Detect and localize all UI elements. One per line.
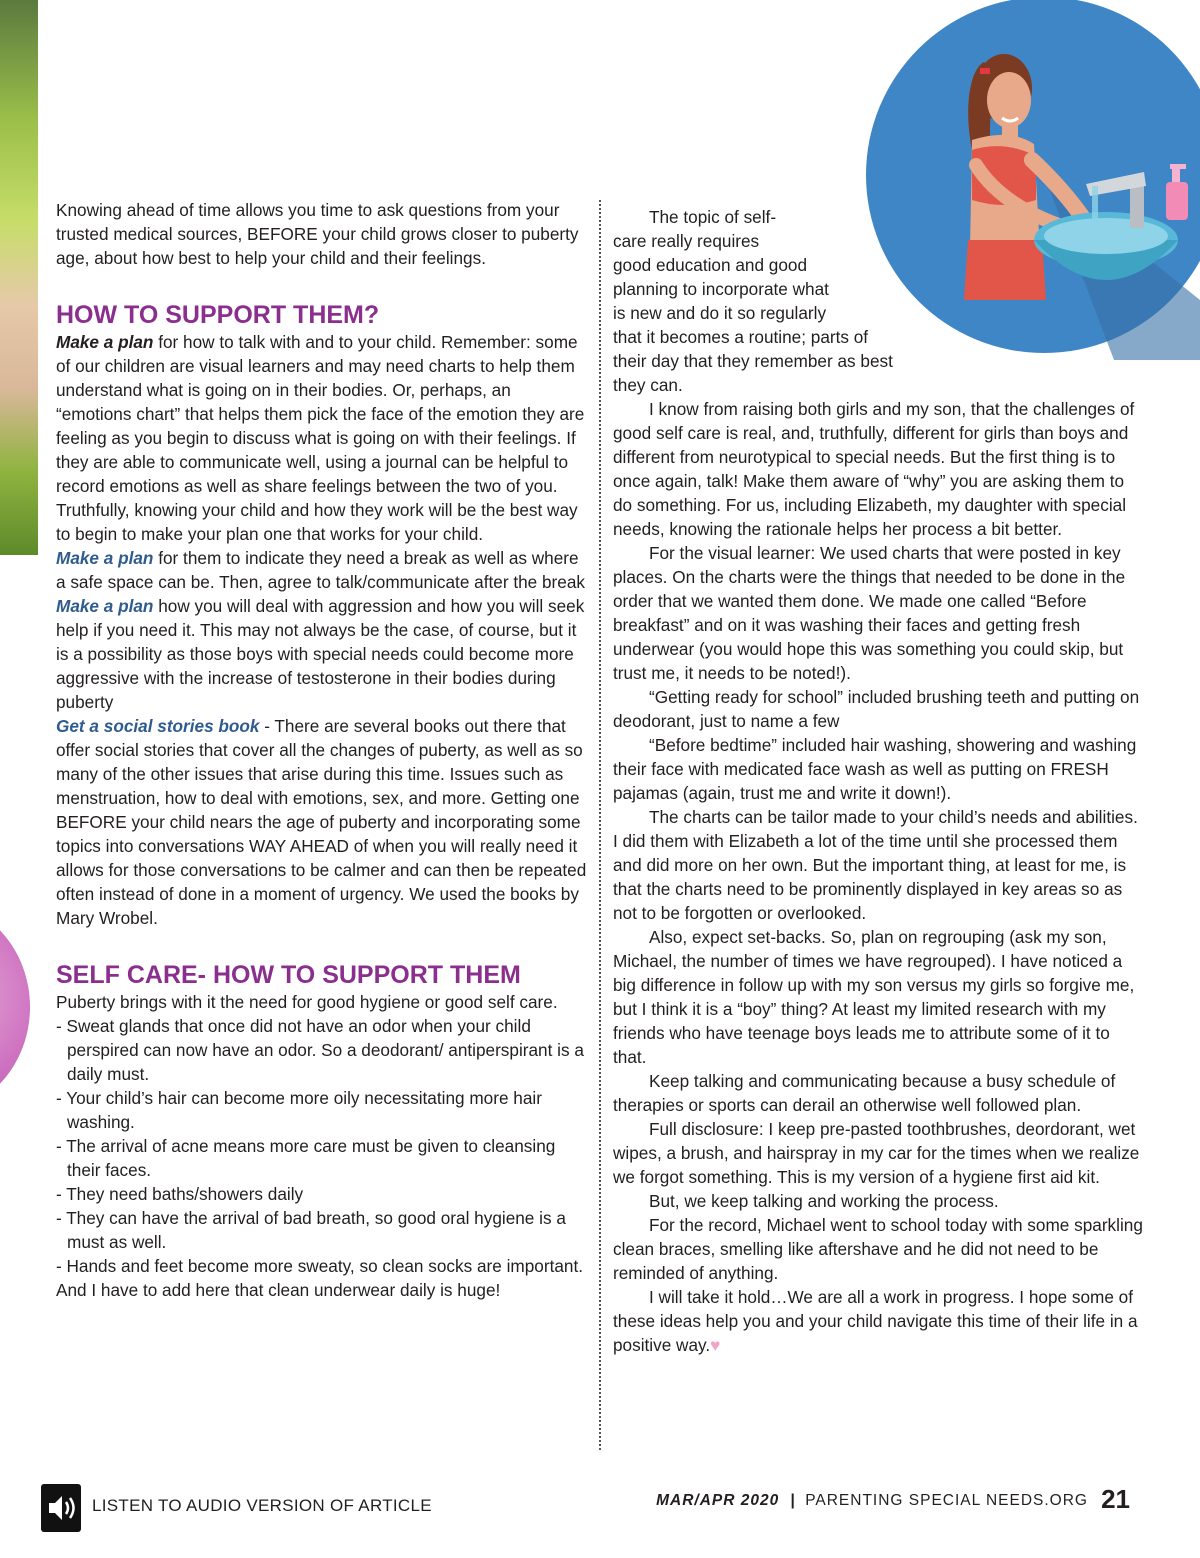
column-divider bbox=[599, 200, 601, 1450]
social-stories-lead: Get a social stories book bbox=[56, 716, 260, 736]
paragraph-charts-tailor: The charts can be tailor made to your child’s needs and abilities. I did them with Elizabeth a lot of the time until she processed them and did more on her own. But the important thing, at least for me, is that the charts need to be prominently displayed in key areas so as not to be forgotten or overlooked. bbox=[613, 807, 1138, 923]
paragraph-visual-learner: For the visual learner: We used charts that were posted in key places. On the charts were the things that needed to be done in the order that we wanted them done. We made one called “Before breakfast” and on it was washing their faces and getting fresh underwear (you would hope this was something you could skip, but trust me, it needs to be noted!). bbox=[613, 543, 1126, 683]
plan-break-paragraph bbox=[56, 546, 590, 594]
photo-edge-left bbox=[0, 0, 38, 555]
paragraph-keep-talking: Keep talking and communicating because a busy schedule of therapies or sports can derail an otherwise well followed plan. bbox=[613, 1071, 1116, 1115]
heading-self-care: SELF CARE- HOW TO SUPPORT THEM bbox=[56, 961, 521, 989]
list-item: - The arrival of acne means more care must be given to cleansing their faces. bbox=[56, 1136, 556, 1180]
plan-break-lead: Make a plan bbox=[56, 548, 154, 568]
self-care-topic-paragraph bbox=[613, 205, 1143, 397]
page-footer bbox=[0, 1480, 1200, 1540]
list-item: - They can have the arrival of bad breath, so good oral hygiene is a must as well. bbox=[56, 1208, 566, 1252]
issue-date: MAR/APR 2020 bbox=[656, 1492, 780, 1509]
paragraph-for-the-record: For the record, Michael went to school today with some sparkling clean braces, smelling like aftershave and he did not need to be reminded of anything. bbox=[613, 1215, 1143, 1283]
paragraph-full-disclosure: Full disclosure: I keep pre-pasted toothbrushes, deordorant, wet wipes, a brush, and hairspray in my car for the times when we realize we forgot something. This is my version of a hygiene first aid kit. bbox=[613, 1119, 1140, 1187]
list-item: - Sweat glands that once did not have an odor when your child perspired can now have an odor. So a deodorant/ antiperspirant is a daily must. bbox=[56, 1016, 584, 1084]
text-line: planning to incorporate what bbox=[613, 279, 829, 299]
heart-icon: ♥ bbox=[710, 1335, 721, 1355]
plan-talk-text: for how to talk with and to your child. Remember: some of our children are visual learners and may need charts to help them understand what is going on in their bodies. Or, perhaps, an “emotions chart” that helps them pick the face of the emotion they are feeling as you begin to discuss what is going on with their feelings. If they are able to communicate well, using a journal can be helpful to record emotions as well as share feelings between the two of you. Truthfully, knowing your child and how they work will be the best way to begin to make your plan one that works for your child. bbox=[56, 332, 585, 544]
text-line: good education and good bbox=[613, 255, 808, 275]
list-item: - Your child’s hair can become more oily necessitating more hair washing. bbox=[56, 1088, 542, 1132]
text-line: they can. bbox=[613, 375, 683, 395]
plan-talk-lead: Make a plan bbox=[56, 332, 154, 352]
footer-separator: | bbox=[790, 1492, 796, 1509]
plan-break-text: for them to indicate they need a break as well as where a safe space can be. Then, agree to talk/communicate after the break bbox=[56, 548, 585, 592]
intro-paragraph: Knowing ahead of time allows you time to ask questions from your trusted medical sources, BEFORE your child grows closer to puberty age, about how best to help your child and their feelings. bbox=[56, 200, 579, 268]
text-line: their day that they remember as best bbox=[613, 351, 893, 371]
decorative-pink-circle bbox=[0, 902, 30, 1112]
closing-line: And I have to add here that clean underwear daily is huge! bbox=[56, 1280, 501, 1300]
paragraph-closing bbox=[613, 1285, 1143, 1357]
text-line: The topic of self- bbox=[649, 207, 777, 227]
social-stories-paragraph bbox=[56, 714, 590, 930]
paragraph-working-process: But, we keep talking and working the process. bbox=[649, 1191, 999, 1211]
site-name: PARENTING SPECIAL NEEDS.ORG bbox=[805, 1492, 1088, 1509]
paragraph-getting-ready: “Getting ready for school” included brushing teeth and putting on deodorant, just to name a few bbox=[613, 687, 1140, 731]
paragraph-girls-boys: I know from raising both girls and my son, that the challenges of good self care is real, and, truthfully, different for girls than boys and different from neurotypical to special needs. But the first thing is to once again, talk! Make them aware of “why” you are asking them to do something. For us, including Elizabeth, my daughter with special needs, knowing the rationale helps her process a bit better. bbox=[613, 399, 1135, 539]
list-item: - Hands and feet become more sweaty, so clean socks are important. bbox=[56, 1256, 584, 1276]
text-line: care really requires bbox=[613, 231, 760, 251]
plan-aggression-text: how you will deal with aggression and how you will seek help if you need it. This may not always be the case, of course, but it is a possibility as those boys with special needs could become more aggressive with the increase of testosterone in their bodies during puberty bbox=[56, 596, 585, 712]
social-stories-text: - There are several books out there that offer social stories that cover all the changes of puberty, as well as so many of the other issues that arise during this time. Issues such as menstruation, how to deal with emotions, sex, and more. Getting one BEFORE your child nears the age of puberty and incorporating some topics into conversations WAY AHEAD of when you will really need it allows for those conversations to be calmer and can then be repeated often instead of done in a moment of urgency. We used the books by Mary Wrobel. bbox=[56, 716, 587, 928]
speaker-icon bbox=[41, 1484, 81, 1532]
self-care-intro: Puberty brings with it the need for good hygiene or good self care. bbox=[56, 992, 558, 1012]
plan-talk-paragraph bbox=[56, 330, 590, 546]
paragraph-setbacks: Also, expect set-backs. So, plan on regrouping (ask my son, Michael, the number of times we have regrouped). I have noticed a big difference in follow up with my son versus my girls so forgive me, but I think it is a “boy” thing? At least my limited research with my friends who have teenage boys leads me to attribute some of it to that. bbox=[613, 927, 1135, 1067]
list-item: - They need baths/showers daily bbox=[56, 1184, 304, 1204]
page-number: 21 bbox=[1101, 1484, 1130, 1514]
right-column bbox=[613, 205, 1143, 1357]
footer-publication-info bbox=[656, 1492, 1088, 1510]
text-line: that it becomes a routine; parts of bbox=[613, 327, 869, 347]
heading-how-to-support: HOW TO SUPPORT THEM? bbox=[56, 301, 380, 329]
audio-button[interactable] bbox=[41, 1484, 81, 1532]
plan-aggression-paragraph bbox=[56, 594, 590, 714]
left-column bbox=[56, 198, 590, 1302]
text-line: is new and do it so regularly bbox=[613, 303, 827, 323]
audio-link[interactable]: LISTEN TO AUDIO VERSION OF ARTICLE bbox=[92, 1496, 432, 1515]
closing-text: I will take it hold…We are all a work in progress. I hope some of these ideas help you and your child navigate this time of their life in a positive way. bbox=[613, 1287, 1138, 1355]
paragraph-before-bedtime: “Before bedtime” included hair washing, showering and washing their face with medicated face wash as well as putting on FRESH pajamas (again, trust me and write it down!). bbox=[613, 735, 1137, 803]
plan-aggression-lead: Make a plan bbox=[56, 596, 154, 616]
